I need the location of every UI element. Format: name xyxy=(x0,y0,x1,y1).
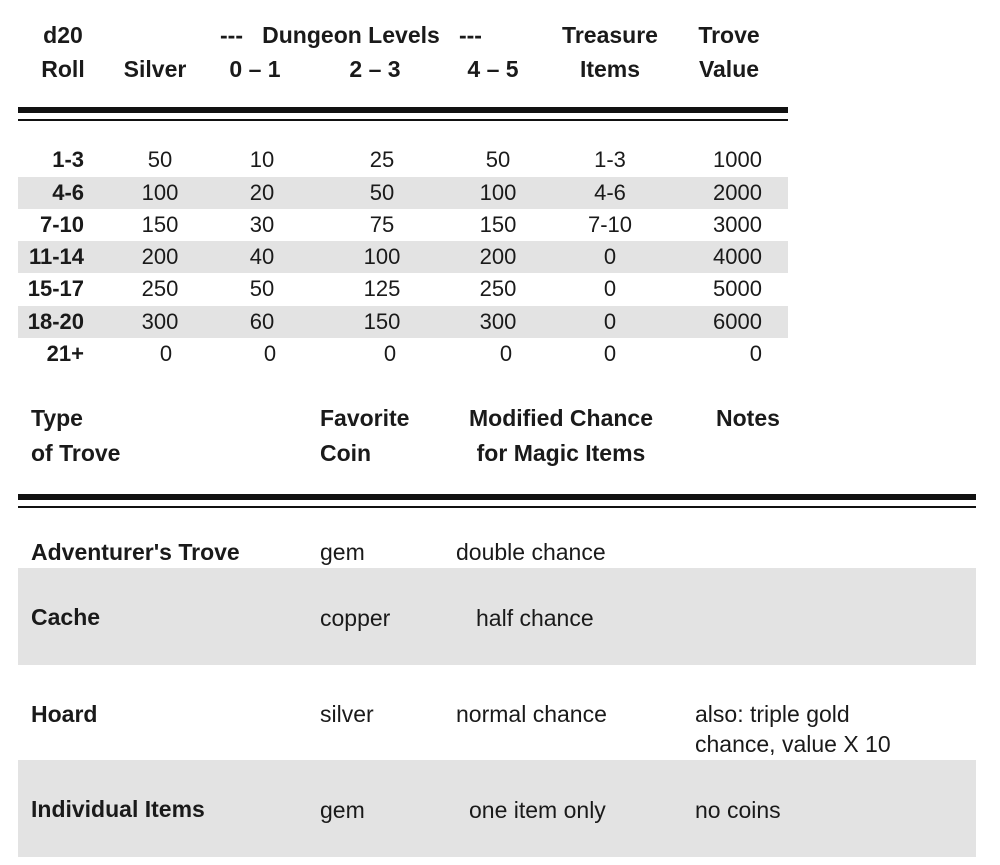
cell-notes-line1: also: triple gold xyxy=(695,701,850,727)
cell-magic-chance: double chance xyxy=(456,539,606,565)
cell-trove-type: Cache xyxy=(31,604,101,630)
header-rule-thick xyxy=(18,494,976,500)
cell-trove-value: 0 xyxy=(749,341,762,366)
header-roll: Roll xyxy=(41,56,85,82)
cell-treasure-items: 0 xyxy=(603,341,617,366)
cell-favorite-coin: silver xyxy=(320,701,374,727)
cell-level-0-1: 50 xyxy=(249,276,275,301)
cell-favorite-coin: copper xyxy=(320,605,391,631)
cell-notes-line2: chance, value X 10 xyxy=(695,731,891,757)
cell-magic-chance: one item only xyxy=(469,797,606,823)
cell-roll: 15-17 xyxy=(27,276,84,301)
cell-trove-value: 4000 xyxy=(713,244,762,269)
cell-trove-type: Individual Items xyxy=(31,796,205,822)
cell-level-0-1: 60 xyxy=(249,309,275,334)
cell-roll: 21+ xyxy=(46,341,84,366)
cell-trove-type: Adventurer's Trove xyxy=(31,539,240,565)
cell-level-2-3: 100 xyxy=(363,244,401,269)
header-notes: Notes xyxy=(716,405,780,431)
cell-trove-value: 5000 xyxy=(713,276,762,301)
header-coin: Coin xyxy=(320,440,372,466)
header-level-0-1: 0 – 1 xyxy=(229,56,281,82)
cell-level-2-3: 125 xyxy=(363,276,401,301)
cell-trove-value: 2000 xyxy=(713,180,762,205)
cell-roll: 4-6 xyxy=(52,180,84,205)
cell-silver: 300 xyxy=(141,309,179,334)
cell-level-0-1: 20 xyxy=(249,180,275,205)
cell-level-4-5: 300 xyxy=(479,309,517,334)
cell-favorite-coin: gem xyxy=(320,797,365,823)
header-level-2-3: 2 – 3 xyxy=(349,56,401,82)
cell-roll: 1-3 xyxy=(52,147,84,172)
cell-roll: 18-20 xyxy=(27,309,84,334)
cell-treasure-items: 1-3 xyxy=(594,147,626,172)
cell-level-2-3: 25 xyxy=(369,147,395,172)
header-rule-thin xyxy=(18,506,976,508)
cell-treasure-items: 0 xyxy=(603,276,617,301)
cell-favorite-coin: gem xyxy=(320,539,365,565)
header-favorite: Favorite xyxy=(320,405,410,431)
cell-roll: 7-10 xyxy=(39,212,84,237)
cell-level-0-1: 40 xyxy=(249,244,275,269)
cell-level-4-5: 150 xyxy=(479,212,517,237)
cell-silver: 50 xyxy=(147,147,173,172)
cell-trove-value: 1000 xyxy=(713,147,762,172)
header-d20: d20 xyxy=(43,22,83,48)
cell-treasure-items: 4-6 xyxy=(594,180,626,205)
cell-level-0-1: 30 xyxy=(249,212,275,237)
cell-treasure-items: 7-10 xyxy=(587,212,633,237)
cell-level-4-5: 100 xyxy=(479,180,517,205)
cell-silver: 250 xyxy=(141,276,179,301)
header-rule-thin xyxy=(18,119,788,121)
header-modified-chance: Modified Chance xyxy=(468,405,653,431)
cell-trove-type: Hoard xyxy=(31,701,98,727)
cell-level-4-5: 0 xyxy=(499,341,513,366)
cell-silver: 0 xyxy=(159,341,173,366)
header-magic-items: for Magic Items xyxy=(476,440,646,466)
cell-level-2-3: 150 xyxy=(363,309,401,334)
cell-level-4-5: 200 xyxy=(479,244,517,269)
cell-magic-chance: half chance xyxy=(476,605,594,631)
cell-level-4-5: 50 xyxy=(485,147,511,172)
cell-trove-value: 3000 xyxy=(713,212,762,237)
header-dungeon-levels: --- Dungeon Levels --- xyxy=(220,22,482,48)
cell-silver: 200 xyxy=(141,244,179,269)
header-silver: Silver xyxy=(123,56,187,82)
cell-silver: 100 xyxy=(141,180,179,205)
cell-trove-value: 6000 xyxy=(713,309,762,334)
cell-notes-line1: no coins xyxy=(695,797,781,823)
header-items: Items xyxy=(579,56,641,82)
cell-level-0-1: 0 xyxy=(263,341,277,366)
cell-silver: 150 xyxy=(141,212,179,237)
cell-magic-chance: normal chance xyxy=(456,701,607,727)
cell-level-0-1: 10 xyxy=(249,147,275,172)
header-trove: Trove xyxy=(698,22,760,48)
cell-level-2-3: 75 xyxy=(369,212,395,237)
header-type: Type xyxy=(31,405,83,431)
cell-treasure-items: 0 xyxy=(603,244,617,269)
header-treasure: Treasure xyxy=(562,22,658,48)
cell-level-4-5: 250 xyxy=(479,276,517,301)
header-value: Value xyxy=(698,56,760,82)
cell-treasure-items: 0 xyxy=(603,309,617,334)
cell-level-2-3: 50 xyxy=(369,180,395,205)
header-of-trove: of Trove xyxy=(31,440,121,466)
cell-roll: 11-14 xyxy=(28,244,84,269)
cell-level-2-3: 0 xyxy=(383,341,397,366)
header-level-4-5: 4 – 5 xyxy=(467,56,519,82)
header-rule-thick xyxy=(18,107,788,113)
